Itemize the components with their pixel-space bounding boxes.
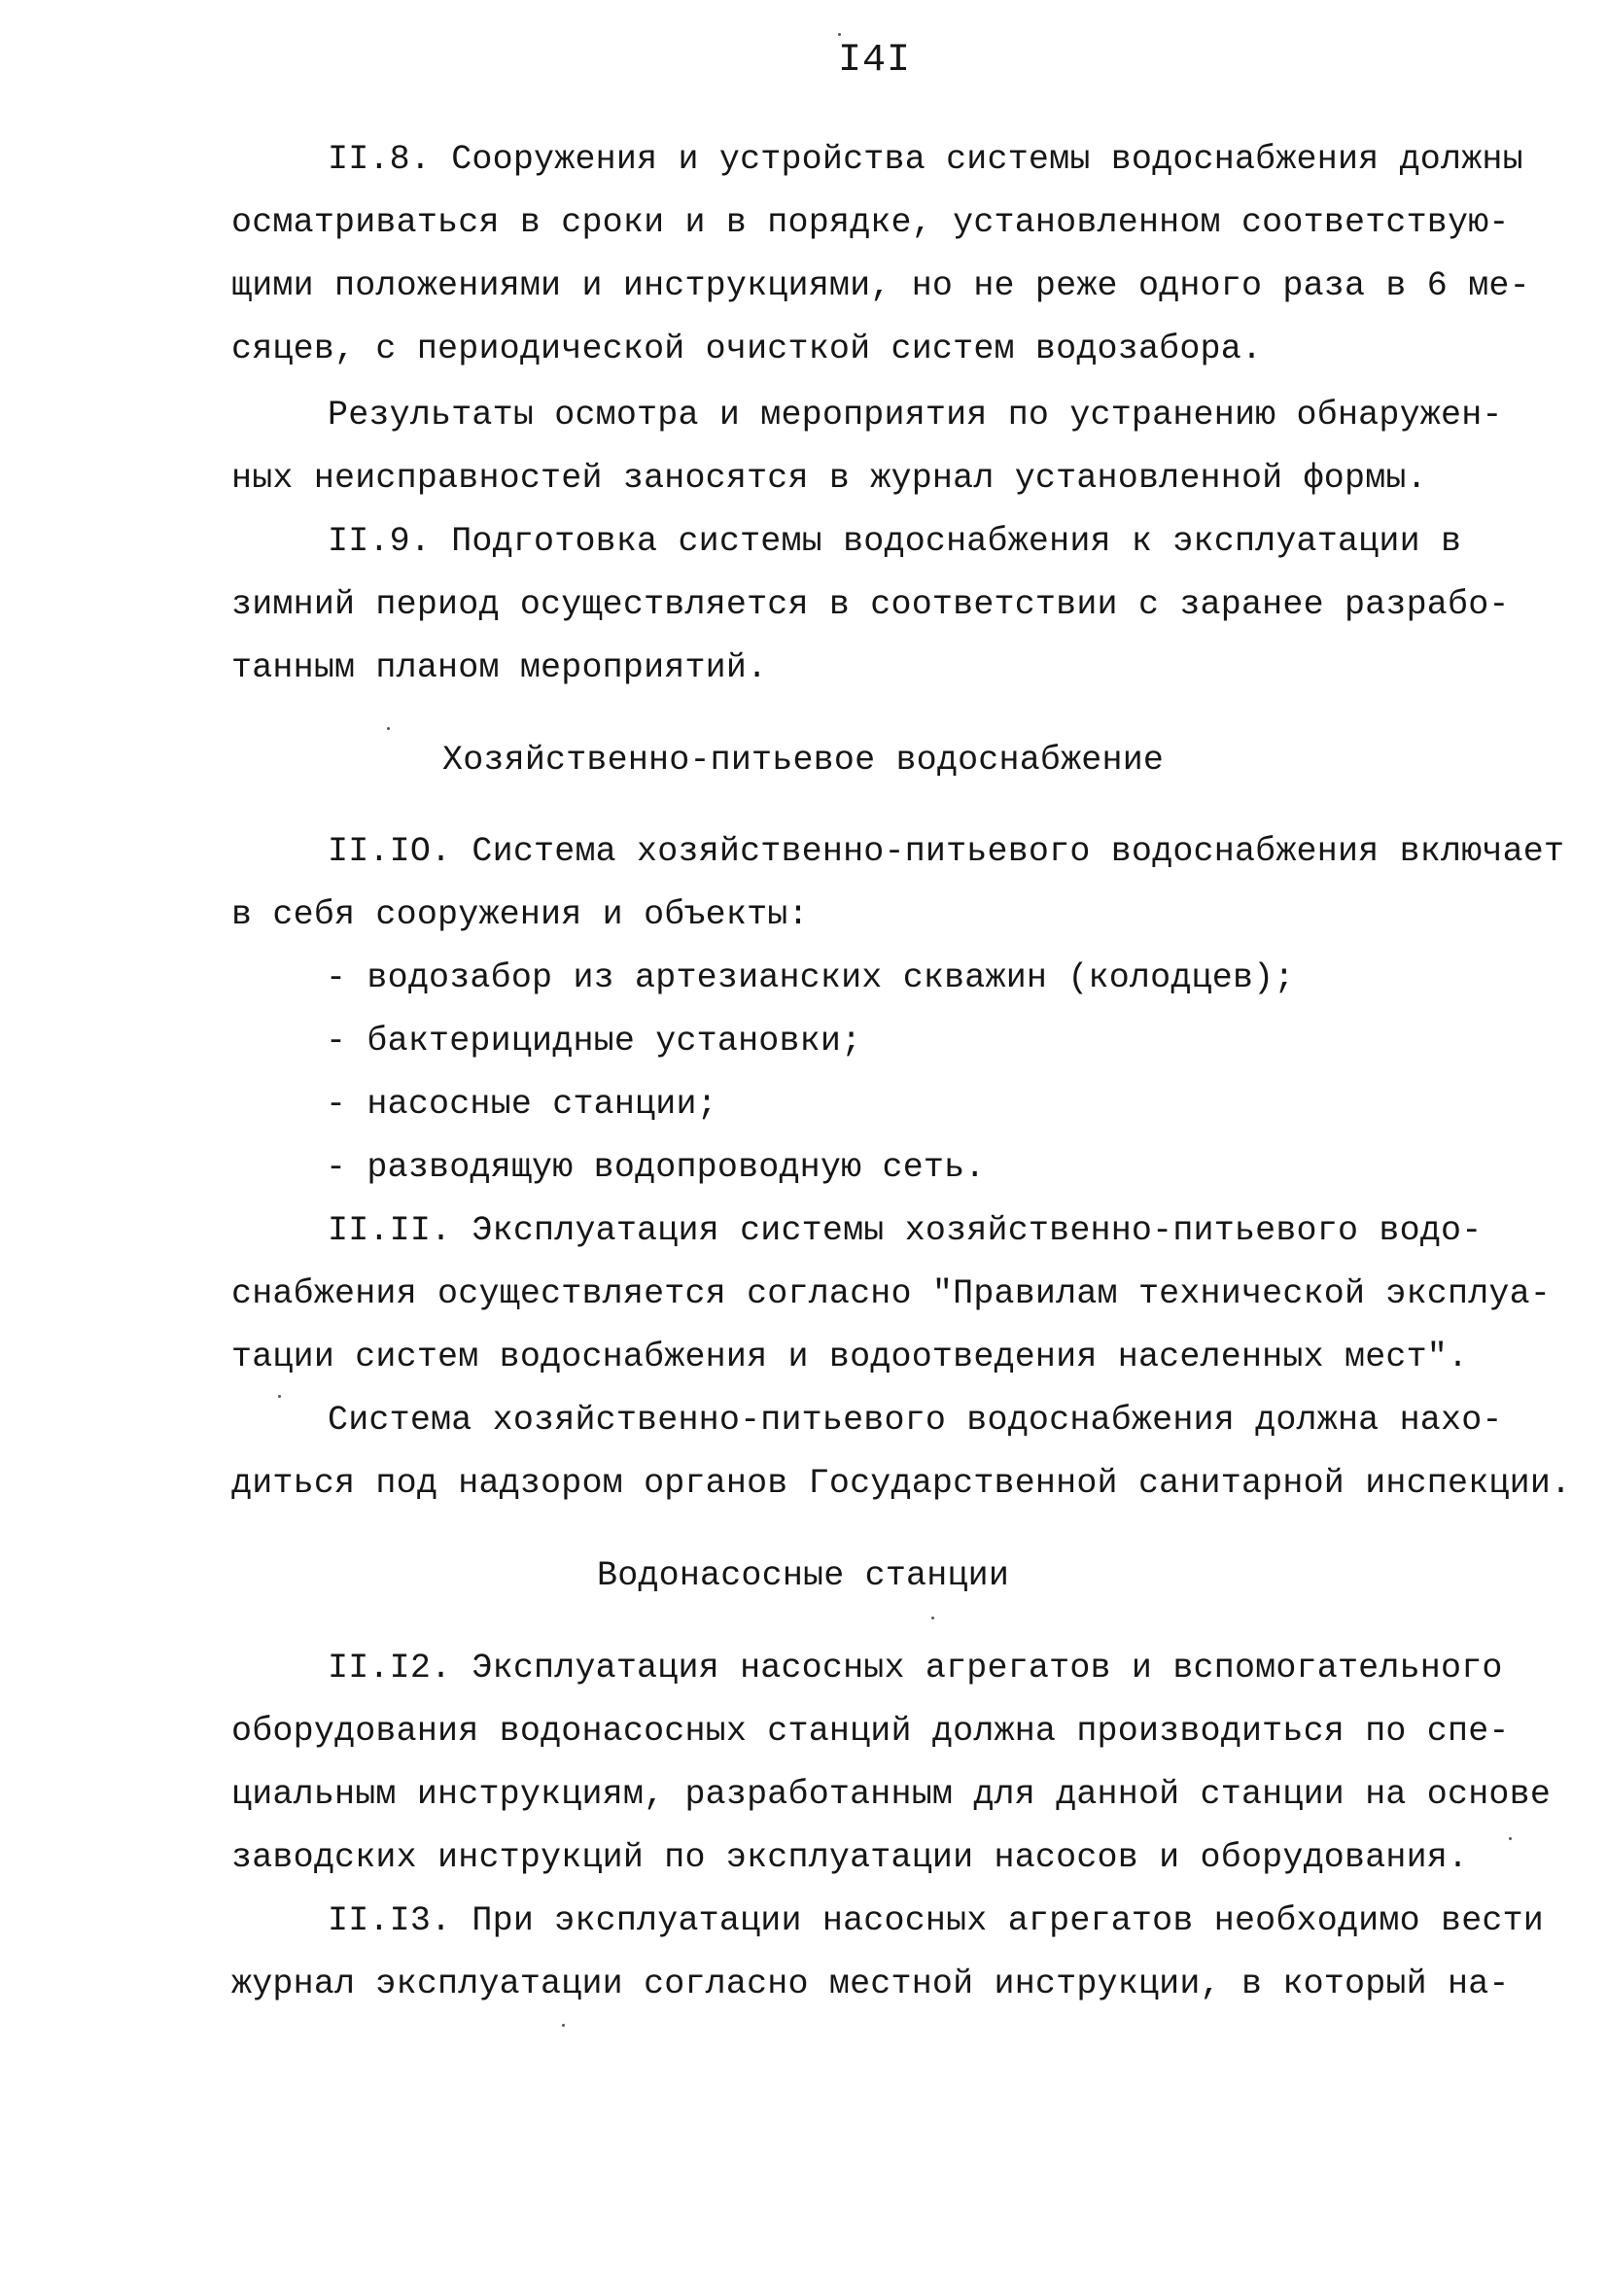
paragraph-supervision-line-1: Система хозяйственно-питьевого водоснабжения должна нахо- — [328, 1401, 1503, 1440]
paragraph-11-12-line-1: II.I2. Эксплуатация насосных агрегатов и вспомогательного — [328, 1649, 1503, 1687]
scan-speck — [387, 727, 390, 730]
section-heading-drinking-water: Хозяйственно-питьевое водоснабжение — [442, 741, 1165, 780]
paragraph-11-9-line-2: зимний период осуществляется в соответствии с заранее разрабо- — [231, 585, 1510, 624]
paragraph-11-11-line-3: тации систем водоснабжения и водоотведения населенных мест". — [231, 1338, 1469, 1376]
paragraph-11-8-line-1: II.8. Сооружения и устройства системы водоснабжения должны — [328, 140, 1523, 179]
paragraph-results-line-2: ных неисправностей заносятся в журнал установленной формы. — [231, 459, 1427, 498]
list-item: - разводящую водопроводную сеть. — [326, 1148, 986, 1187]
list-item: - водозабор из артезианских скважин (колодцев); — [326, 958, 1295, 997]
paragraph-11-8-line-3: щими положениями и инструкциями, но не реже одного раза в 6 ме- — [231, 266, 1530, 305]
scan-speck — [1509, 1837, 1512, 1840]
paragraph-11-10-line-1: II.IO. Система хозяйственно-питьевого водоснабжения включает — [328, 832, 1565, 871]
paragraph-11-9-line-3: танным планом мероприятий. — [231, 648, 768, 687]
paragraph-11-12-line-4: заводских инструкций по эксплуатации насосов и оборудования. — [231, 1838, 1469, 1877]
paragraph-11-11-line-2: снабжения осуществляется согласно "Правилам технической эксплуа- — [231, 1274, 1552, 1313]
scan-speck — [931, 1617, 934, 1619]
scan-speck — [562, 2024, 565, 2027]
list-item: - насосные станции; — [326, 1085, 717, 1124]
paragraph-results-line-1: Результаты осмотра и мероприятия по устранению обнаружен- — [328, 396, 1503, 435]
paragraph-11-10-line-2: в себя сооружения и объекты: — [231, 895, 809, 934]
scan-speck — [838, 33, 841, 36]
paragraph-11-8-line-2: осматриваться в сроки и в порядке, установленном соответствую- — [231, 203, 1510, 242]
paragraph-11-13-line-2: журнал эксплуатации согласно местной инструкции, в который на- — [231, 1965, 1510, 2003]
page-number: I4I — [838, 39, 912, 83]
paragraph-11-12-line-2: оборудования водонасосных станций должна производиться по спе- — [231, 1712, 1510, 1751]
paragraph-supervision-line-2: диться под надзором органов Государственной санитарной инспекции. — [231, 1464, 1572, 1503]
paragraph-11-11-line-1: II.II. Эксплуатация системы хозяйственно-питьевого водо- — [328, 1211, 1483, 1250]
list-item: - бактерицидные установки; — [326, 1022, 862, 1061]
paragraph-11-9-line-1: II.9. Подготовка системы водоснабжения к эксплуатации в — [328, 522, 1462, 561]
paragraph-11-12-line-3: циальным инструкциям, разработанным для данной станции на основе — [231, 1775, 1552, 1814]
scan-speck — [278, 1395, 281, 1398]
paragraph-11-13-line-1: II.I3. При эксплуатации насосных агрегатов необходимо вести — [328, 1901, 1545, 1940]
paragraph-11-8-line-4: сяцев, с периодической очисткой систем водозабора. — [231, 330, 1263, 368]
section-heading-pumping-stations: Водонасосные станции — [597, 1556, 1010, 1595]
